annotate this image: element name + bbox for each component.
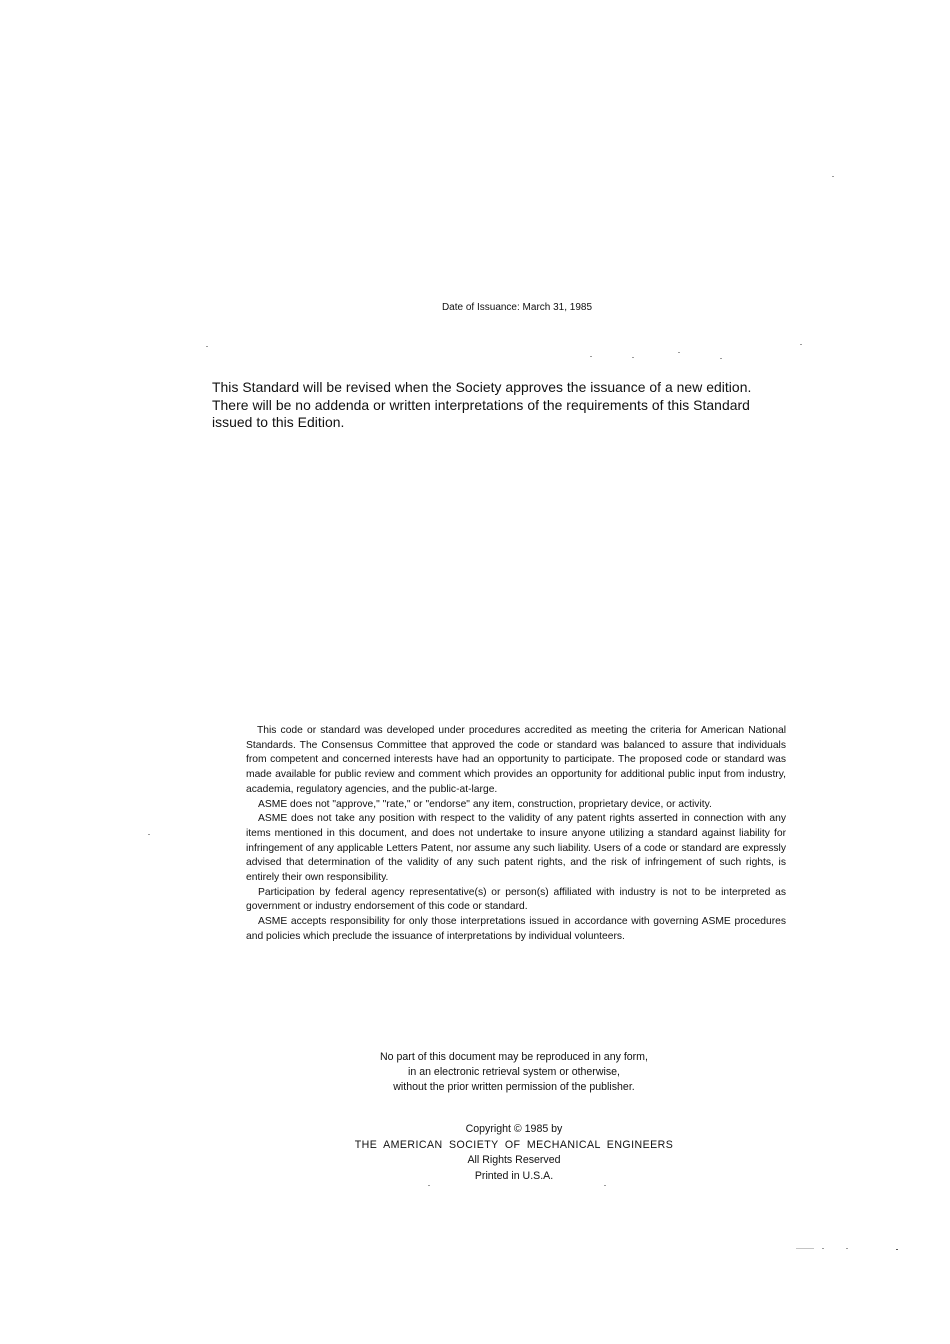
scan-speck <box>428 1185 430 1186</box>
notice-paragraph: This code or standard was developed under procedures accredited as meeting the criteria for American National Standards. The Consensus Committee that approved the code or standard was balanced to assure that individuals from competent and concerned interests have had an opportunity to participate. The proposed code or standard was made available for public review and comment which provides an opportunity for additional public input from industry, academia, regulatory agencies, and the public-at-large. <box>246 725 786 795</box>
scan-speck <box>590 356 592 357</box>
scan-speck <box>148 834 150 835</box>
scan-speck <box>796 1248 814 1249</box>
reproduction-notice <box>300 1050 728 1096</box>
notice-paragraph: ASME does not "approve," "rate," or "endorse" any item, construction, proprietary device, or activity. <box>258 798 712 810</box>
reproduction-line: No part of this document may be reproduced in any form, <box>380 1051 648 1063</box>
publisher-name: THE AMERICAN SOCIETY OF MECHANICAL ENGINEERS <box>354 1138 674 1151</box>
notice-paragraph: ASME accepts responsibility for only those interpretations issued in accordance with governing ASME procedures and policies which preclude the issuance of interpretations by individual volunteers. <box>246 916 786 942</box>
copyright-line: Copyright © 1985 by <box>465 1123 563 1135</box>
scan-speck <box>822 1248 824 1249</box>
rights-reserved: All Rights Reserved <box>467 1154 561 1166</box>
printed-in: Printed in U.S.A. <box>474 1169 554 1182</box>
scan-speck <box>846 1248 848 1249</box>
scan-speck <box>896 1249 898 1250</box>
revision-notice-line: There will be no addenda or written interpretations of the requirements of this Standard <box>212 396 750 413</box>
scan-speck <box>832 176 834 177</box>
copyright-block <box>300 1122 728 1184</box>
reproduction-line: without the prior written permission of the publisher. <box>393 1081 635 1094</box>
notice-paragraph: ASME does not take any position with respect to the validity of any patent rights asserted in connection with any items mentioned in this document, and does not undertake to insure anyone utilizing a standard against liability for infringement of any applicable Letters Patent, nor assume any such liability. Users of a code or standard are expressly advised that determination of the validity of any such patent rights, and the risk of infringement of such rights, is entirely their own responsibility. <box>246 813 786 884</box>
reproduction-line: in an electronic retrieval system or otherwise, <box>408 1066 620 1079</box>
revision-notice-line: This Standard will be revised when the Society approves the issuance of a new edition. <box>212 379 752 395</box>
scan-speck <box>632 357 634 358</box>
revision-notice-line: issued to this Edition. <box>212 414 345 430</box>
scan-speck <box>800 344 802 345</box>
revision-notice <box>212 379 824 432</box>
scan-speck <box>678 352 680 353</box>
accreditation-notice <box>246 724 786 945</box>
scan-speck <box>720 358 722 359</box>
date-of-issuance: Date of Issuance: March 31, 1985 <box>441 302 593 313</box>
scan-speck <box>604 1185 606 1186</box>
scan-speck <box>206 346 208 347</box>
notice-paragraph: Participation by federal agency representative(s) or person(s) affiliated with industry is not to be interpreted as government or industry endorsement of this code or standard. <box>246 886 786 913</box>
